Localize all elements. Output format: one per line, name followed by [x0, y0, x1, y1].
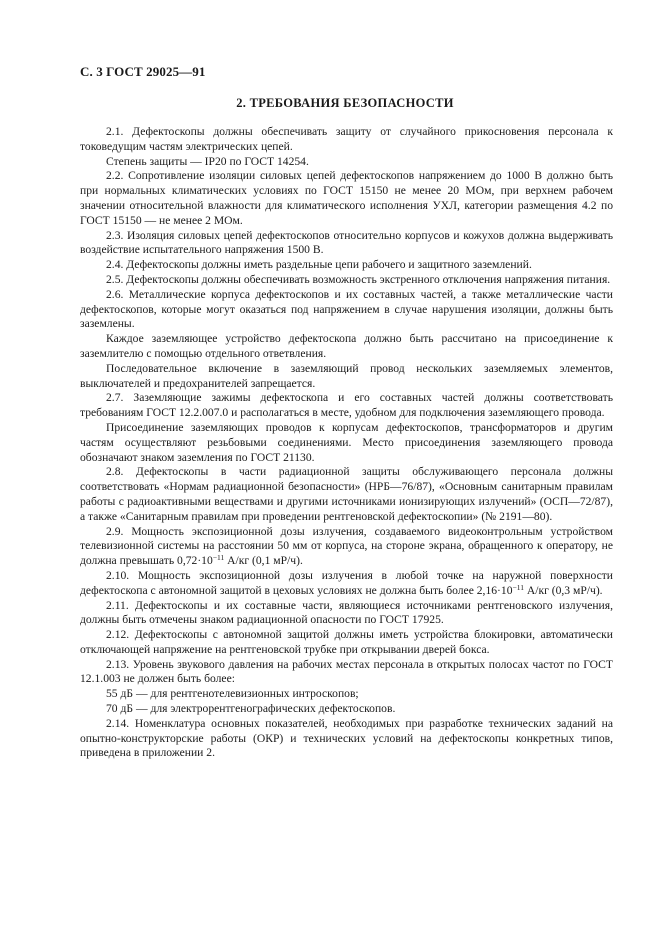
paragraph-2-7: 2.7. Заземляющие зажимы дефектоскопа и его составных частей должны соответствовать требованиям ГОСТ 12.2.007.0 и располагаться в месте, удобном для подключения заземляющего провода.	[80, 391, 613, 420]
paragraph-2-10-exponent: −11	[512, 582, 524, 592]
paragraph-2-5: 2.5. Дефектоскопы должны обеспечивать возможность экстренного отключения напряжения питания.	[106, 272, 611, 286]
paragraph-2-9-unit: А/кг (0,1 мР/ч).	[224, 554, 303, 568]
paragraph-2-8: 2.8. Дефектоскопы в части радиационной защиты обслуживающего персонала должны соответствовать «Нормам радиационной безопасности» (НРБ—76/87), «Основным санитарным правилам работы с радиоактивными веществами и другими источниками ионизирующих излучений» (ОСП—72/87), а также «Санитарным правилам при проведении рентгеновской дефектоскопии» (№ 2191—80).	[80, 465, 613, 523]
paragraph-2-9-text: 2.9. Мощность экспозиционной дозы излучения, создаваемого видеоконтрольным устройством телевизионной системы на расстоянии 50 мм от корпуса, на стороне экрана, обращенного к оператору, не должна превышать 0,72·10	[80, 524, 613, 568]
paragraph-2-10-unit: А/кг (0,3 мР/ч).	[523, 583, 603, 597]
paragraph-2-1: 2.1. Дефектоскопы должны обеспечивать защиту от случайного прикосновения персонала к токоведущим частям электрических цепей.	[80, 125, 613, 153]
paragraph-2-11: 2.11. Дефектоскопы и их составные части, являющиеся источниками рентгеновского излучения, должны быть отмечены знаком радиационной опасности по ГОСТ 17925.	[80, 598, 613, 627]
paragraph-2-7-connection: Присоединение заземляющих проводов к корпусам дефектоскопов, трансформаторов и другим частям осуществляют резьбовыми соединениями. Место присоединения заземляющего провода обозначают знаком заземления по ГОСТ 21130.	[80, 420, 613, 464]
paragraph-2-13: 2.13. Уровень звукового давления на рабочих местах персонала в открытых полосах частот по ГОСТ 12.1.003 не должен быть более:	[80, 657, 613, 686]
paragraph-2-9-exponent: −11	[212, 553, 225, 563]
body-text	[80, 125, 613, 761]
paragraph-2-13-item-55db: 55 дБ — для рентгенотелевизионных интроскопов;	[106, 687, 359, 701]
paragraph-2-1-protection: Степень защиты — IP20 по ГОСТ 14254.	[106, 154, 309, 168]
paragraph-2-10	[80, 569, 613, 599]
paragraph-2-2: 2.2. Сопротивление изоляции силовых цепей дефектоскопов напряжением до 1000 В должно быть при нормальных климатических условиях по ГОСТ 15150 не менее 20 МОм, при верхнем рабочем значении относительной влажности для климатического исполнения УХЛ, категории размещения 4.2 по ГОСТ 15150 — не менее 2 МОм.	[80, 169, 613, 227]
paragraph-2-12: 2.12. Дефектоскопы с автономной защитой должны иметь устройства блокировки, автоматически отключающей напряжение на рентгеновской трубке при открывании дверей бокса.	[80, 628, 613, 656]
paragraph-2-9	[80, 525, 613, 569]
paragraph-2-4: 2.4. Дефектоскопы должны иметь раздельные цепи рабочего и защитного заземлений.	[106, 258, 532, 272]
paragraph-2-6-series-connection: Последовательное включение в заземляющий провод нескольких заземляемых элементов, выключателей и предохранителей запрещается.	[80, 361, 613, 390]
section-title: 2. ТРЕБОВАНИЯ БЕЗОПАСНОСТИ	[236, 96, 454, 110]
page-header: С. 3 ГОСТ 29025—91	[80, 64, 206, 79]
paragraph-2-3: 2.3. Изоляция силовых цепей дефектоскопов относительно корпусов и кожухов должна выдерживать воздействие испытательного напряжения 1500 В.	[80, 228, 613, 257]
paragraph-2-6: 2.6. Металлические корпуса дефектоскопов и их составных частей, а также металлические части дефектоскопов, которые могут оказаться под напряжением в случае нарушения изоляции, должны быть заземлены.	[80, 287, 613, 331]
paragraph-2-6-grounding-device: Каждое заземляющее устройство дефектоскопа должно быть рассчитано на присоединение к заземлителю с помощью отдельного ответвления.	[80, 332, 613, 360]
paragraph-2-10-text: 2.10. Мощность экспозиционной дозы излучения в любой точке на наружной поверхности дефектоскопа с автономной защитой в цеховых условиях не должна быть более 2,16·10	[80, 568, 613, 597]
paragraph-2-14: 2.14. Номенклатура основных показателей, необходимых при разработке технических заданий на опытно-конструкторские работы (ОКР) и технических условий на дефектоскопы конкретных типов, приведена в приложении 2.	[80, 716, 613, 760]
paragraph-2-13-item-70db: 70 дБ — для электрорентгенографических дефектоскопов.	[106, 702, 396, 716]
